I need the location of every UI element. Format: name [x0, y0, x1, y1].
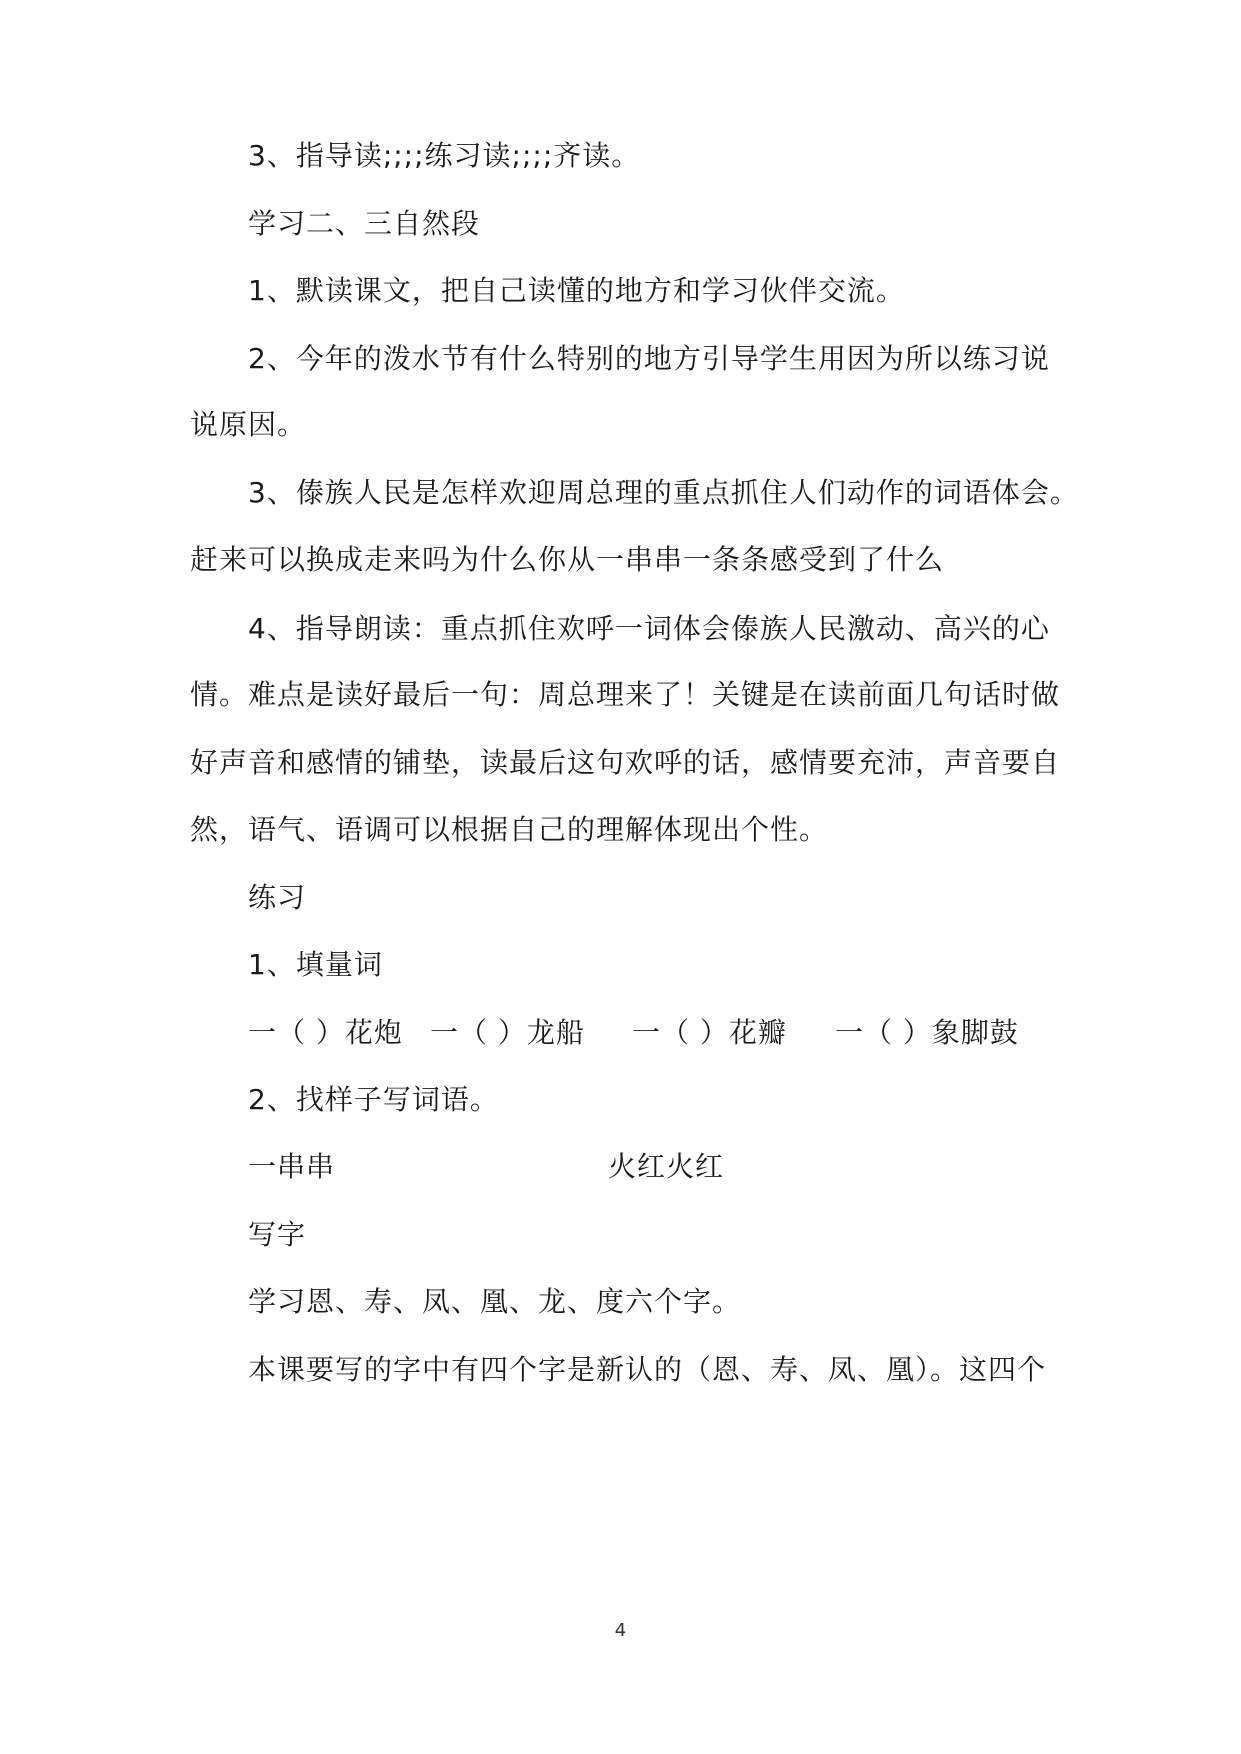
- word-pattern-examples: [0, 1147, 1241, 1187]
- paragraph-read-aloud-cont-3: 然，语气、语调可以根据自己的理解体现出个性。: [190, 813, 829, 846]
- exercise-measure-words: 1、填量词: [248, 948, 383, 981]
- section-heading-writing: 写字: [248, 1218, 307, 1251]
- paragraph-silent-reading: 1、默读课文，把自己读懂的地方和学习伙伴交流。: [248, 274, 905, 307]
- section-heading-exercise: 练习: [248, 881, 307, 914]
- paragraph-read-aloud-cont-2: 好声音和感情的铺垫，读最后这句欢呼的话，感情要充沛，声音要自: [190, 746, 1061, 779]
- blank-item: 一（ ）象脚鼓: [835, 1016, 1019, 1049]
- paragraph-six-characters: 学习恩、寿、凤、凰、龙、度六个字。: [248, 1285, 742, 1318]
- example-word: 一串串: [248, 1150, 336, 1183]
- paragraph-new-characters: 本课要写的字中有四个字是新认的（恩、寿、凤、凰）。这四个: [248, 1353, 1047, 1386]
- exercise-word-patterns: 2、找样子写词语。: [248, 1083, 499, 1116]
- example-word: 火红火红: [608, 1150, 725, 1183]
- paragraph-dai-people-cont: 赶来可以换成走来吗为什么你从一串串一条条感受到了什么: [190, 543, 945, 576]
- measure-word-blanks: [0, 1013, 1241, 1053]
- paragraph-read-aloud: 4、指导朗读：重点抓住欢呼一词体会傣族人民激动、高兴的心: [248, 612, 1050, 645]
- paragraph-water-festival-cont: 说原因。: [190, 408, 307, 441]
- blank-item: 一（ ）龙船: [430, 1016, 585, 1049]
- paragraph-dai-people: 3、傣族人民是怎样欢迎周总理的重点抓住人们动作的词语体会。: [248, 476, 1079, 509]
- paragraph-water-festival: 2、今年的泼水节有什么特别的地方引导学生用因为所以练习说: [248, 342, 1050, 375]
- section-heading-paragraphs: 学习二、三自然段: [248, 207, 481, 240]
- page-number: 4: [614, 1620, 627, 1641]
- blank-item: 一（ ）花炮: [248, 1016, 403, 1049]
- paragraph-read-aloud-cont-1: 情。难点是读好最后一句：周总理来了！关键是在读前面几句话时做: [190, 678, 1061, 711]
- blank-item: 一（ ）花瓣: [632, 1016, 787, 1049]
- paragraph-guided-reading: 3、指导读;;;;练习读;;;;齐读。: [248, 139, 641, 172]
